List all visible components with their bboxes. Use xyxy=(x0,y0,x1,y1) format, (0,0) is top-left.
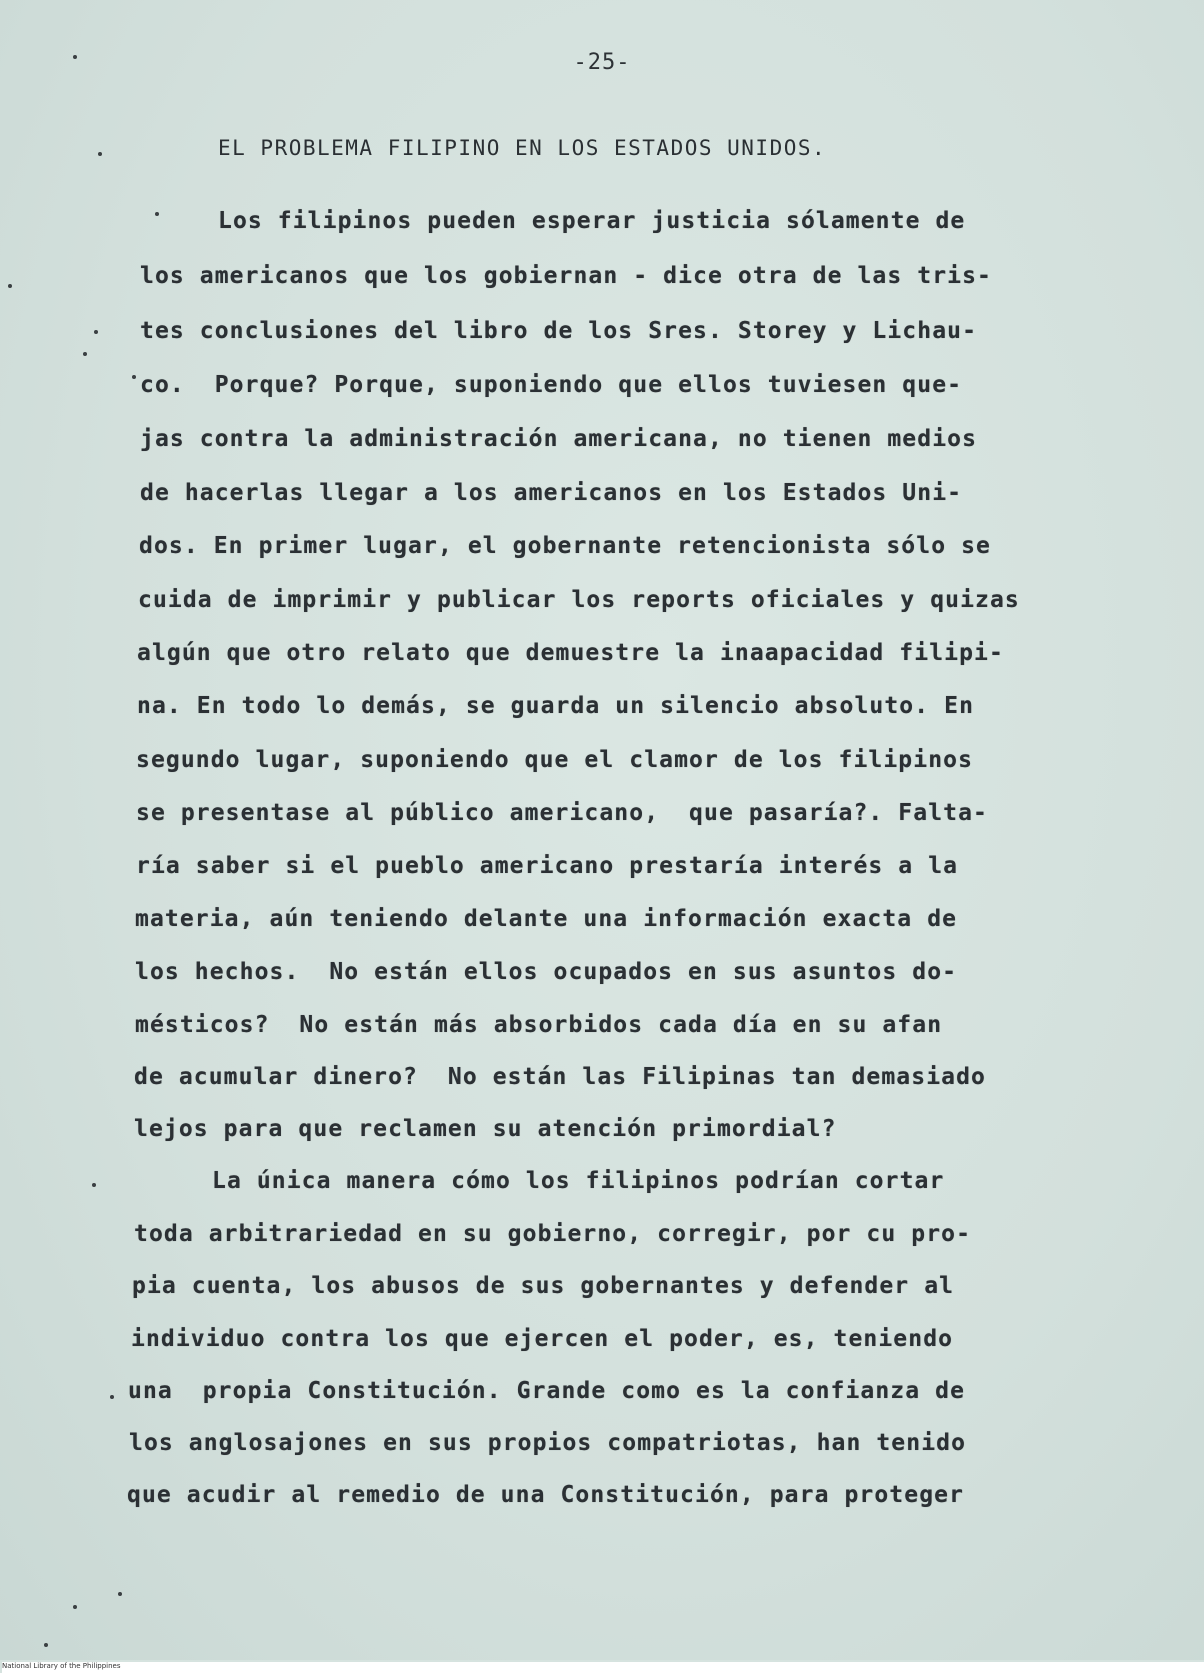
dust-speck xyxy=(94,330,98,334)
text-line: de acumular dinero? No están las Filipinas tan demasiado xyxy=(134,1064,986,1090)
text-line: que acudir al remedio de una Constitución, para proteger xyxy=(127,1482,965,1508)
dust-speck xyxy=(155,212,159,216)
text-line: ría saber si el pueblo americano prestaría interés a la xyxy=(136,853,959,879)
dust-speck xyxy=(73,55,77,59)
text-line: materia, aún teniendo delante una información exacta de xyxy=(135,906,958,932)
text-line: mésticos? No están más absorbidos cada día en su afan xyxy=(135,1012,943,1038)
text-line: cuida de imprimir y publicar los reports oficiales y quizas xyxy=(138,587,1020,613)
dust-speck xyxy=(132,375,136,379)
text-line: na. En todo lo demás, se guarda un silencio absoluto. En xyxy=(137,693,975,719)
text-line: se presentase al público americano, que pasaría?. Falta- xyxy=(136,800,988,826)
text-line: dos. En primer lugar, el gobernante retencionista sólo se xyxy=(139,533,991,559)
document-title: EL PROBLEMA FILIPINO EN LOS ESTADOS UNIDOS. xyxy=(218,136,827,160)
text-line: Los filipinos pueden esperar justicia sólamente de xyxy=(218,208,966,234)
text-line: los americanos que los gobiernan - dice otra de las tris- xyxy=(140,263,992,289)
dust-speck xyxy=(8,284,12,288)
text-line: una propia Constitución. Grande como es la confianza de xyxy=(128,1378,966,1404)
library-watermark: National Library of the Philippines xyxy=(2,1662,1204,1673)
text-line: co. Porque? Porque, suponiendo que ellos tuviesen que- xyxy=(140,372,963,398)
text-line: jas contra la administración americana, no tienen medios xyxy=(140,426,978,452)
dust-speck xyxy=(110,1395,114,1399)
text-line: algún que otro relato que demuestre la inaapacidad filipi- xyxy=(137,640,1004,666)
text-line: los anglosajones en sus propios compatriotas, han tenido xyxy=(129,1430,967,1456)
text-line: individuo contra los que ejercen el poder, es, teniendo xyxy=(131,1326,954,1352)
text-line: los hechos. No están ellos ocupados en sus asuntos do- xyxy=(135,959,958,985)
page-number: -25- xyxy=(573,50,631,75)
dust-speck xyxy=(44,1643,48,1647)
text-line: de hacerlas llegar a los americanos en los Estados Uni- xyxy=(140,480,963,506)
dust-speck xyxy=(83,352,87,356)
dust-speck xyxy=(118,1592,122,1596)
dust-speck xyxy=(92,1183,96,1187)
text-line: lejos para que reclamen su atención primordial? xyxy=(134,1116,837,1142)
text-line: La única manera cómo los filipinos podrían cortar xyxy=(212,1168,945,1194)
text-line: segundo lugar, suponiendo que el clamor de los filipinos xyxy=(136,747,974,773)
dust-speck xyxy=(98,152,102,156)
text-line: pia cuenta, los abusos de sus gobernantes y defender al xyxy=(132,1273,955,1299)
text-line: toda arbitrariedad en su gobierno, corregir, por cu pro- xyxy=(134,1221,972,1247)
dust-speck xyxy=(73,1605,77,1609)
text-line: tes conclusiones del libro de los Sres. Storey y Lichau- xyxy=(140,318,978,344)
